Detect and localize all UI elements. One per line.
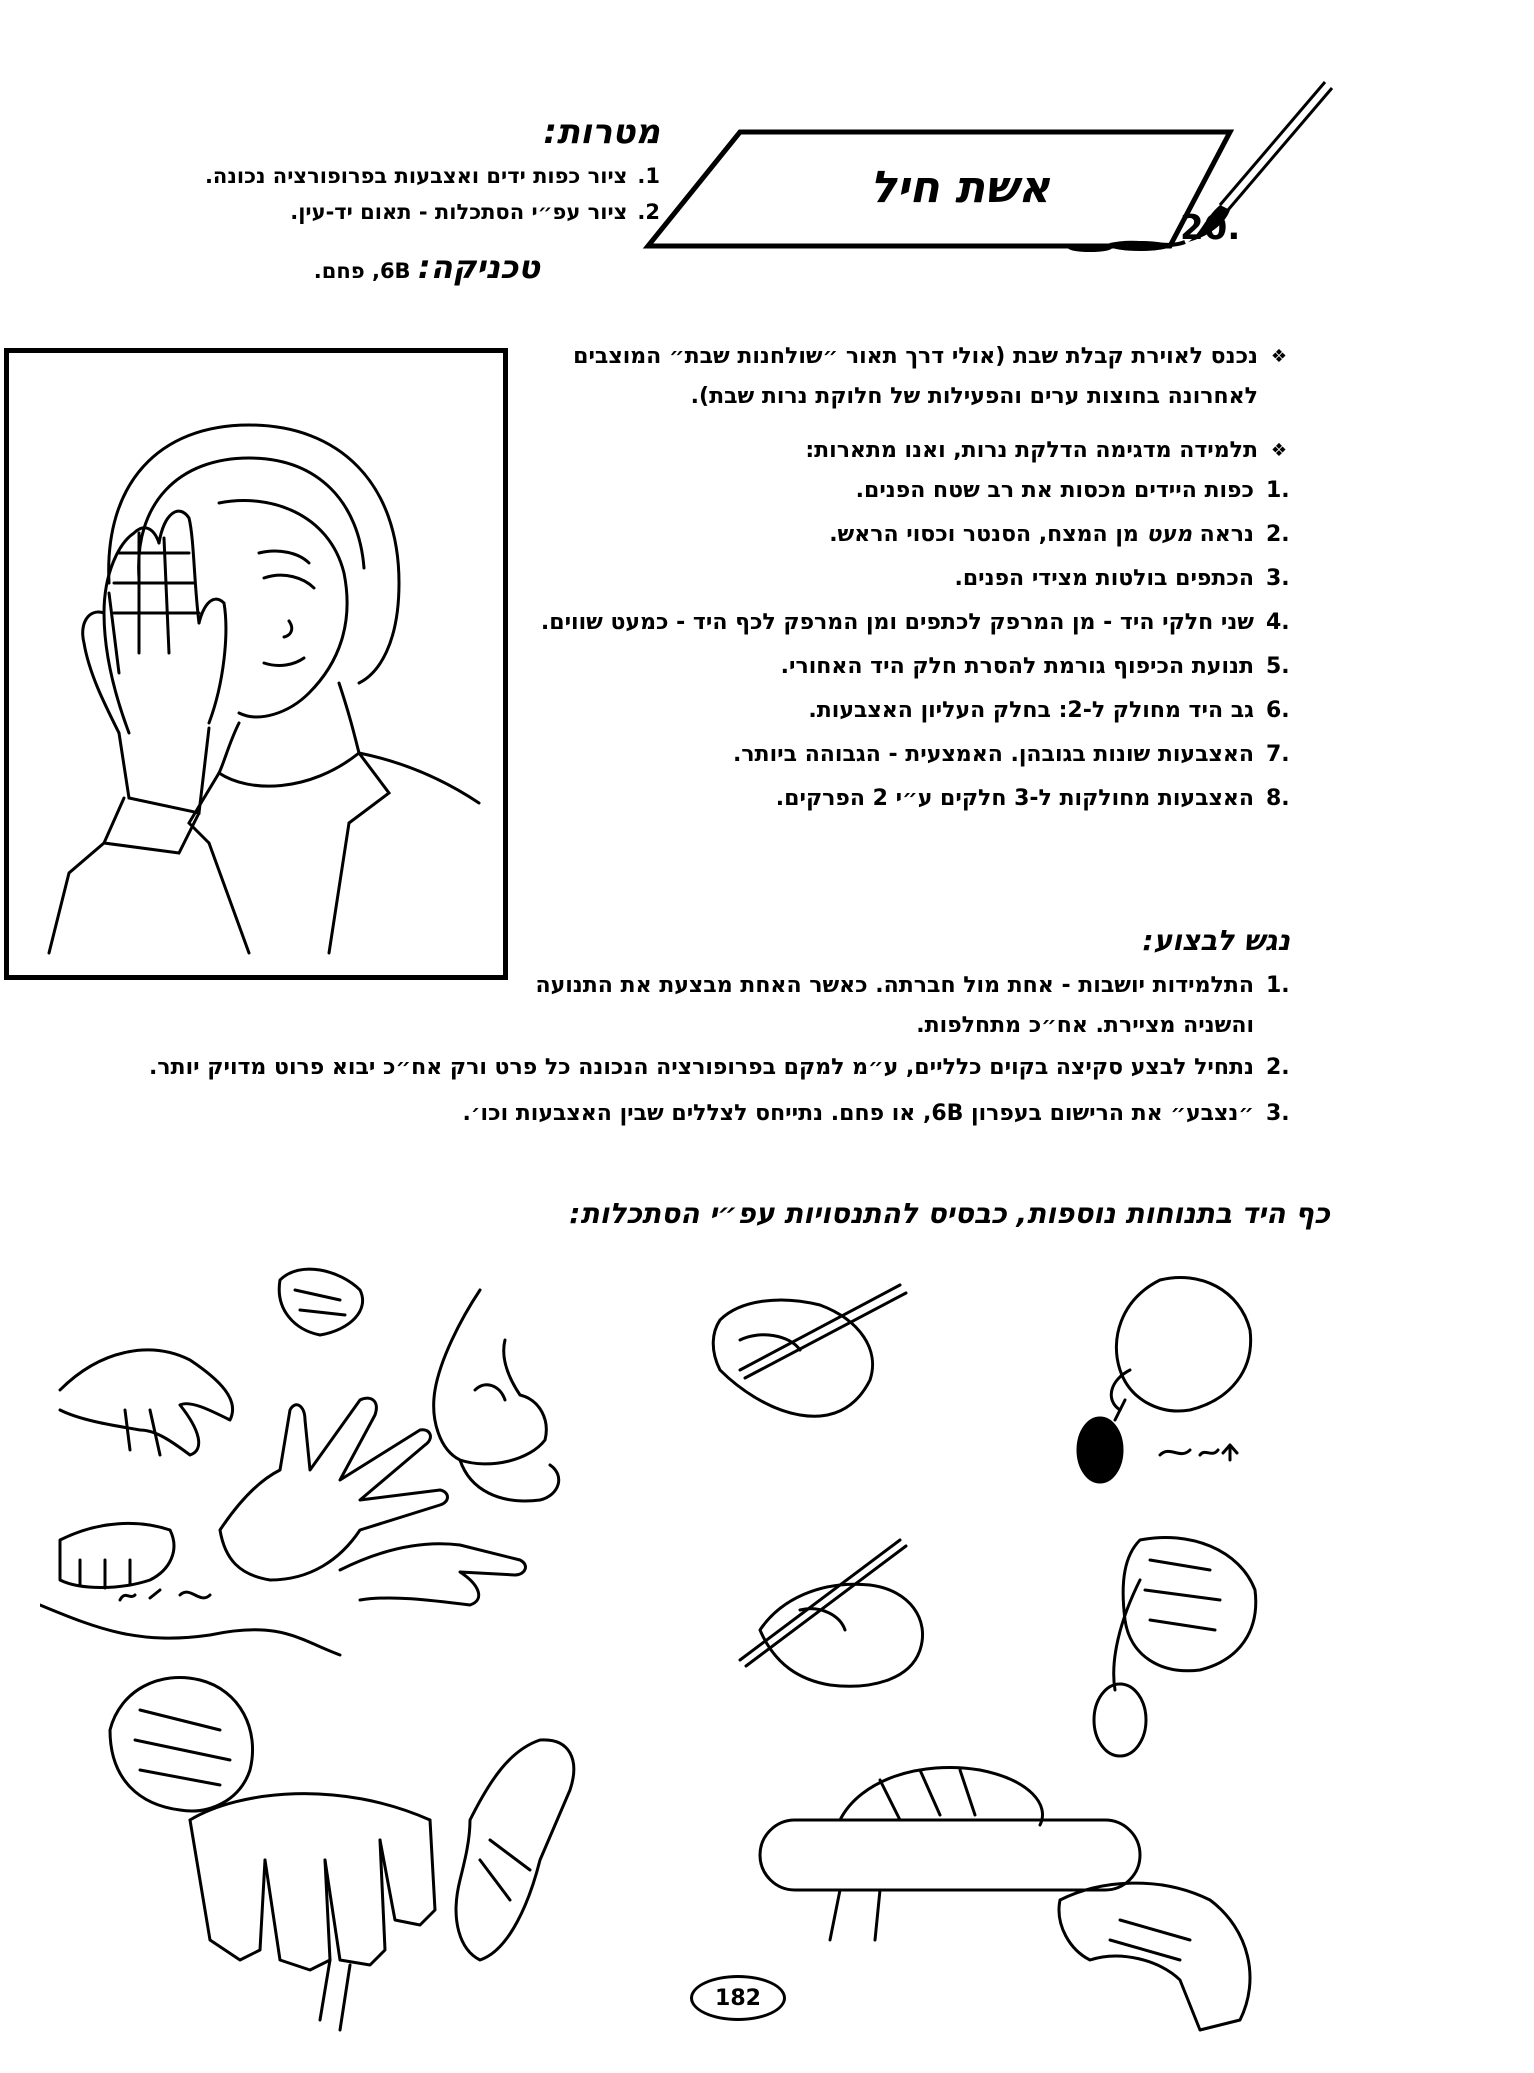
goal-number: 2. (637, 200, 660, 224)
page-number: 182 (690, 1975, 786, 2021)
diamond-bullet-icon: ❖ (1270, 440, 1288, 461)
observation-item (530, 779, 1290, 819)
observation-number: 6. (1266, 698, 1290, 723)
intro-bullet-text: נכנס לאוירת קבלת שבת (אולי דרך תאור ״שולחנות שבת״ המוצבים לאחרונה בחוצות ערים והפעילות של חלוקת נרות שבת). (573, 344, 1258, 409)
step-number: 3. (1266, 1101, 1290, 1126)
lesson-number: 20. (1180, 208, 1241, 248)
hand-sketch (340, 1544, 525, 1605)
observation-item (530, 691, 1290, 731)
step-text: נתחיל לבצע סקיצה בקוים כלליים, ע״מ למקם בפרופורציה הנכונה כל פרט ורק אח״כ יבוא פרוט מדויק יותר. (148, 1055, 1254, 1080)
observation-item (530, 647, 1290, 687)
observation-number: 4. (1266, 610, 1290, 635)
hand-sketches-gallery (40, 1260, 1340, 2040)
execution-step (10, 1094, 1290, 1134)
signature-mark (120, 1590, 210, 1600)
hand-sketch (1059, 1883, 1250, 2030)
goal-item (40, 194, 660, 230)
observation-number: 2. (1266, 522, 1290, 547)
observation-number: 5. (1266, 654, 1290, 679)
intro-section (530, 337, 1290, 819)
observation-text: שני חלקי היד - מן המרפק לכתפים ומן המרפק לכף היד - כמעט שווים. (540, 610, 1254, 635)
step-text: ״נצבע״ את הרישום בעפרון 6B, או פחם. נתייחס לצללים שבין האצבעות וכו׳. (462, 1101, 1254, 1126)
step-number: 1. (1266, 973, 1290, 998)
goals-title: מטרות: (543, 112, 660, 152)
observation-number: 8. (1266, 786, 1290, 811)
observation-number: 7. (1266, 742, 1290, 767)
execution-step (530, 966, 1290, 1046)
hand-sketch (713, 1285, 906, 1416)
hand-sketch (60, 1350, 233, 1455)
hand-sketch (456, 1740, 574, 1960)
observation-item (530, 603, 1290, 643)
step-text: התלמידות יושבות - אחת מול חברתה. כאשר האחת מבצעת את התנועה והשניה מציירת. אח״כ מתחלפות. (535, 973, 1254, 1038)
goal-item (40, 158, 660, 194)
goal-text: ציור כפות ידים ואצבעות בפרופורציה נכונה. (204, 164, 628, 188)
hand-sketch (434, 1290, 559, 1501)
hand-sketch (760, 1767, 1140, 1940)
execution-step (10, 1048, 1290, 1088)
girl-lighting-candles-illustration (9, 353, 503, 975)
step-number: 2. (1266, 1055, 1290, 1080)
observation-item (530, 559, 1290, 599)
intro-bullet (530, 431, 1290, 471)
goal-text: ציור עפ״י הסתכלות - תאום יד-עין. (290, 200, 628, 224)
decorative-line (40, 1605, 340, 1655)
hand-sketch (740, 1540, 923, 1686)
lesson-title: אשת חיל (869, 162, 1050, 213)
observation-number: 3. (1266, 566, 1290, 591)
observation-text: תנועת הכיפוף גורמת להסרת חלק היד האחורי. (780, 654, 1254, 679)
hand-sketch (220, 1398, 448, 1580)
observation-text: כפות היידים מכסות את רב שטח הפנים. (855, 478, 1254, 503)
technique-line (240, 248, 540, 286)
hand-sketch (60, 1523, 174, 1588)
observations-list (530, 471, 1290, 819)
observation-text: גב היד מחולק ל-2: בחלק העליון האצבעות. (808, 698, 1254, 723)
goals-list (40, 158, 660, 230)
observation-text: הכתפים בולטות מצידי הפנים. (954, 566, 1254, 591)
goal-number: 1. (637, 164, 660, 188)
technique-value: 6B, פחם. (313, 259, 411, 283)
observation-text: האצבעות שונות בגובהן. האמצעית - הגבוהה ביותר. (732, 742, 1254, 767)
hand-sketch (1094, 1537, 1256, 1756)
hand-sketch (110, 1677, 253, 1810)
technique-label: טכניקה: (417, 248, 540, 286)
hand-sketch (279, 1269, 362, 1335)
observation-item (530, 735, 1290, 775)
hand-sketch (190, 1794, 435, 2030)
gallery-caption: כף היד בתנוחות נוספות, כבסיס להתנסויות עפ״י הסתכלות: (569, 1197, 1330, 1230)
execution-title: נגש לבצוע: (1142, 924, 1290, 957)
illustration-frame (4, 348, 508, 980)
hand-sketch (1078, 1277, 1251, 1482)
intro-bullet-text: תלמידה מדגימה הדלקת נרות, ואנו מתארות: (805, 438, 1258, 463)
observation-text: נראה מעט מן המצח, הסנטר וכסוי הראש. (829, 522, 1254, 547)
observation-item (530, 471, 1290, 511)
arrow-up-icon (1223, 1445, 1237, 1460)
observation-number: 1. (1266, 478, 1290, 503)
handwritten-note (1160, 1450, 1218, 1455)
observation-item (530, 515, 1290, 555)
diamond-bullet-icon: ❖ (1270, 346, 1288, 367)
observation-text: האצבעות מחולקות ל-3 חלקים ע״י 2 הפרקים. (775, 786, 1254, 811)
intro-bullet (530, 337, 1290, 417)
